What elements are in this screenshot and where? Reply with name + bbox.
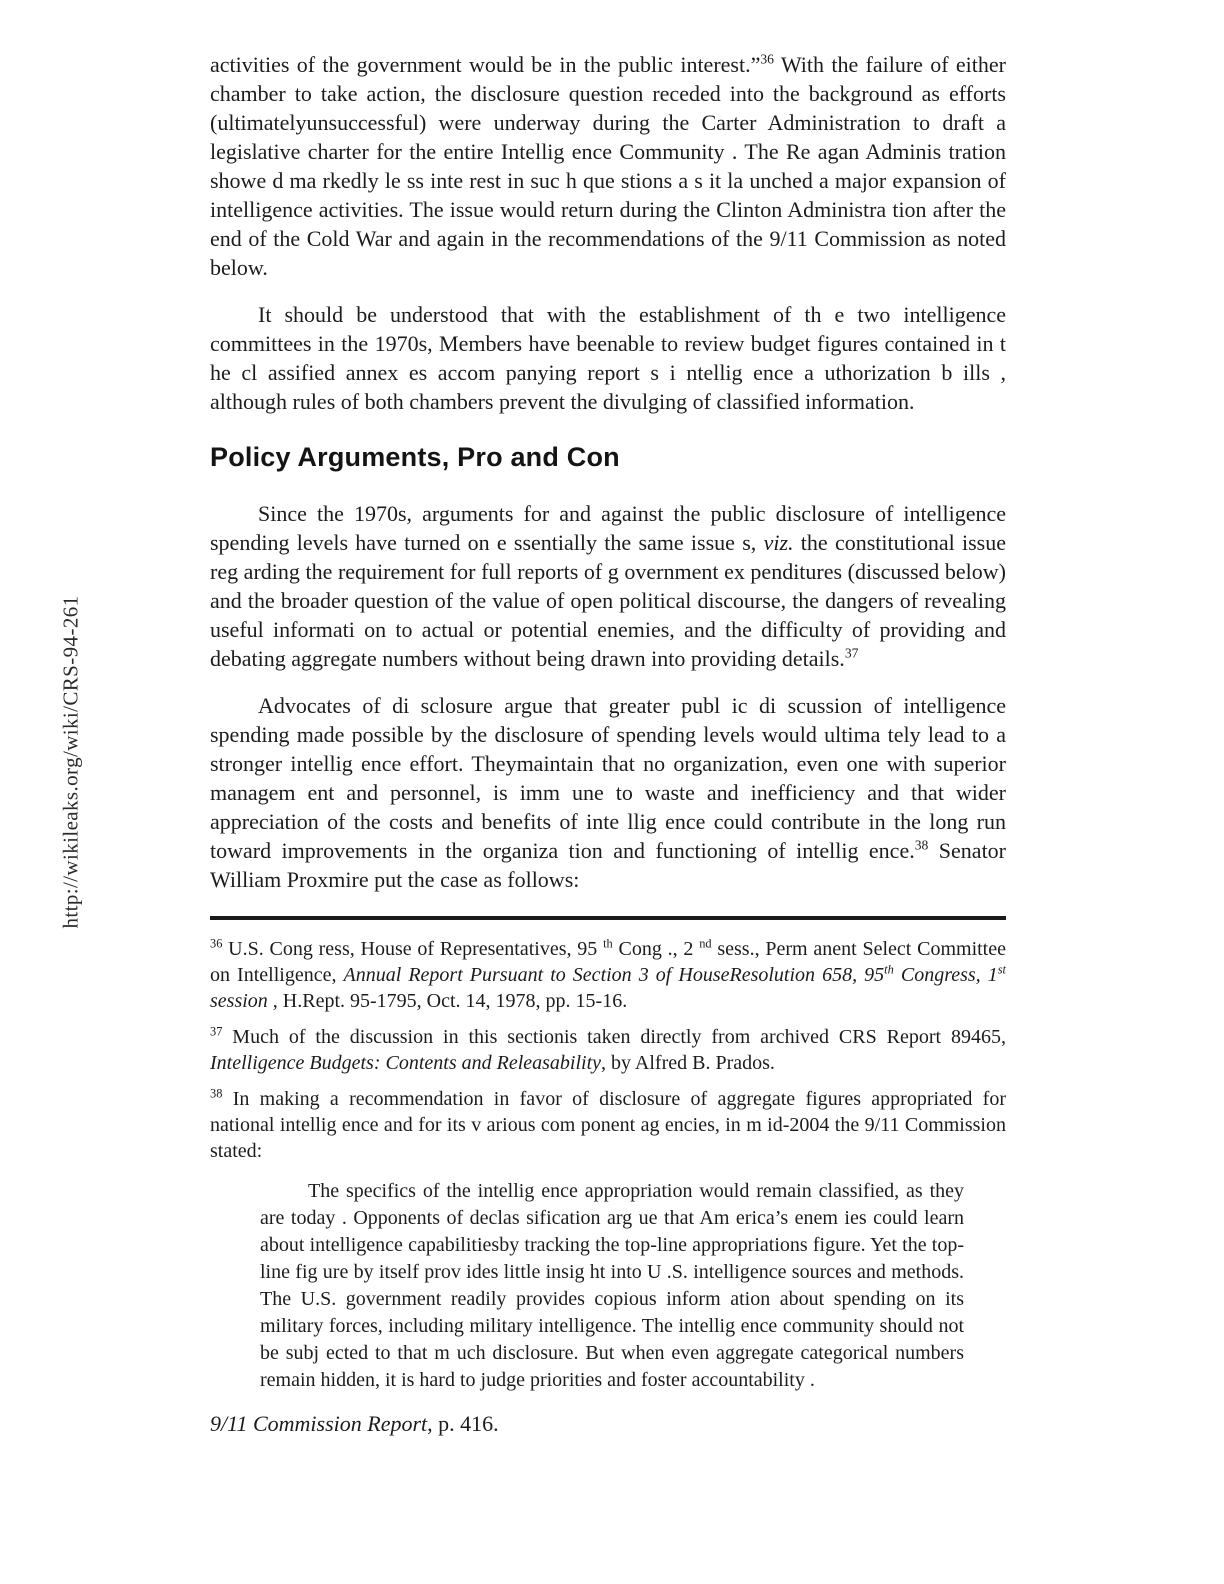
report-title: session — [210, 990, 273, 1012]
paragraph-text: the constitutional issue reg arding the requirement for full reports of g overnment ex penditures (discussed below) and the broader question of the value of open political discourse, the dangers of revealing useful informati on to actual or potential enemies, and the difficulty of providing and debating aggregate numbers without being drawn into providing details. — [210, 530, 1006, 671]
footnote-text: , H.Rept. 95-1795, Oct. 14, 1978, pp. 15-16. — [272, 990, 628, 1012]
footnote-number: 37 — [210, 1024, 223, 1039]
footnote-text: , by Alfred B. Prados. — [601, 1052, 775, 1074]
paragraph-text: activities of the government would be in the public interest.” — [210, 52, 761, 77]
paragraph-committees — [210, 300, 1006, 416]
paragraph-text: With the failure of either chamber to take action, the disclosure question receded into the background as efforts (ultimatelyunsuccessful) were underway during the Carter Administration to draft a legislative charter for the entire Intellig ence Community . The Re agan Adminis tration showe d ma rkedly le ss inte rest in suc h que stions a s it la unched a major expansion of intelligence activities. The issue would return during the Clinton Administra tion after the end of the Cold War and again in the recommendations of the 9/11 Commission as noted below. — [210, 52, 1006, 280]
footnote-38 — [210, 1086, 1006, 1164]
footnote-37 — [210, 1024, 1006, 1076]
paragraph-text: It should be understood that with the establishment of th e two intelligence committees in the 1970s, Members have beenable to review budget figures contained in t he cl assified annex es accom panying report s i ntellig ence a uthorization b ills , although rules of both chambers prevent the divulging of classified information. — [210, 302, 1006, 414]
paragraph-text: Since the 1970s, arguments for and against the public disclosure of intelligence spending levels have turned on e ssentially the same issue s, — [210, 501, 1006, 555]
footnote-text: U.S. Cong ress, House of Representatives, 95 — [222, 938, 604, 960]
paragraph-text: Senator William Proxmire put the case as follows: — [210, 838, 1007, 892]
footnote-36 — [210, 936, 1006, 1014]
footnote-marker-37: 37 — [844, 645, 859, 661]
wikileaks-source-url: http://wikileaks.org/wiki/CRS-94-261 — [58, 595, 83, 929]
footnote-marker-36: 36 — [760, 51, 774, 67]
footnote-text: In making a recommendation in favor of disclosure of aggregate figures appropriated for national intellig ence and for its v arious com ponent ag encies, in m id-2004 the 9/11 Commission stated: — [210, 1088, 1006, 1162]
report-title: Intelligence Budgets: Contents and Releasability — [210, 1052, 602, 1074]
footnote-number: 36 — [210, 936, 223, 951]
footnote-text: Much of the discussion in this sectionis taken directly from archived CRS Report 89465, — [222, 1026, 1006, 1048]
paragraph-text: Advocates of di sclosure argue that greater publ ic di scussion of intelligence spending made possible by the disclosure of spending levels would ultima tely lead to a stronger intellig ence effort. Theymaintain that no organization, even one with superior managem ent and personnel, is imm une to waste and inefficiency and that wider appreciation of the costs and benefits of inte llig ence could contribute in the long run toward improvements in the organiza tion and functioning of intellig ence. — [210, 693, 1006, 863]
quote-citation — [210, 1410, 1006, 1438]
footnote-separator-rule — [210, 916, 1006, 920]
document-body — [210, 50, 1006, 1438]
paragraph-disclosure-history — [210, 50, 1006, 282]
report-title: Congress, 1 — [893, 964, 998, 986]
footnote-marker-38: 38 — [914, 837, 929, 853]
latin-term-viz: viz. — [763, 530, 794, 555]
report-title: Annual Report Pursuant to Section 3 of HouseResolution 658, 95 — [343, 964, 885, 986]
ordinal-suffix: th — [884, 962, 894, 977]
ordinal-suffix: th — [603, 936, 613, 951]
section-heading: Policy Arguments, Pro and Con — [210, 442, 620, 472]
ordinal-suffix: st — [997, 962, 1006, 977]
paragraph-advocates — [210, 691, 1006, 894]
paragraph-arguments — [210, 499, 1006, 673]
ordinal-suffix: nd — [699, 936, 712, 951]
citation-title: 9/11 Commission Report — [210, 1411, 428, 1436]
commission-block-quote: The specifics of the intellig ence appropriation would remain classified, as they are today . Opponents of declas sification arg ue that Am erica’s enem ies could learn about intelligence capabilitiesby tracking the top-line appropriations figure. Yet the top- line fig ure by itself prov ides little insig ht into U .S. intelligence sources and methods. The U.S. government readily provides copious inform ation about spending on its military forces, including military intelligence. The intellig ence community should not be subj ected to that m uch disclosure. But when even aggregate categorical numbers remain hidden, it is hard to judge priorities and foster accountability . — [260, 1180, 964, 1391]
footnote-text: Cong ., 2 — [612, 938, 700, 960]
citation-page: , p. 416. — [427, 1411, 499, 1436]
footnote-number: 38 — [210, 1086, 223, 1101]
footnote-text: sess., Perm anent Select Committee on Intelligence, — [210, 938, 1006, 986]
